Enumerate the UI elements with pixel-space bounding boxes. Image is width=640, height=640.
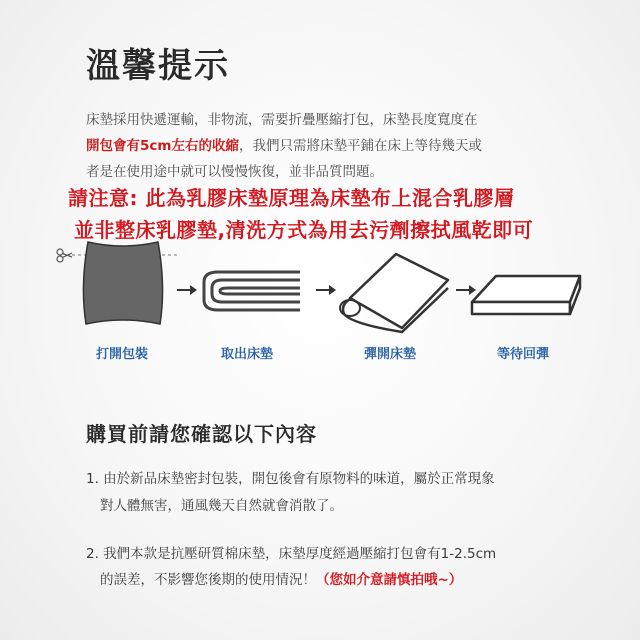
confirm-item-2-text: 的誤差，不影響您後期的使用情況！ <box>100 572 316 588</box>
confirm-item-2-note: （您如介意請慎拍哦~） <box>316 572 463 588</box>
warning-line-2: 並非整床乳膠墊,清洗方式為用去污劑擦拭風乾即可 <box>74 218 534 242</box>
confirm-item-1-line-1: 1. 由於新品床墊密封包裝，開包後會有原物料的味道，屬於正常現象 <box>86 471 495 487</box>
arrow-right-icon <box>316 285 336 295</box>
scissors-icon <box>57 249 72 262</box>
flat-mattress-icon <box>472 276 580 314</box>
arrow-right-icon <box>177 285 197 295</box>
confirm-item-1-line-2: 對人體無害，通風幾天自然就會消散了。 <box>100 498 343 514</box>
step-label-unroll-mattress: 彈開床墊 <box>364 347 417 362</box>
package-icon <box>83 242 162 324</box>
step-label-open-package: 打開包裝 <box>96 347 149 362</box>
confirm-item-2-line-1: 2. 我們本款是抗壓研質棉床墊，床墊厚度經過壓縮打包會有1-2.5cm <box>86 546 497 562</box>
shrink-note: 開包會有5cm左右的收縮 <box>86 138 239 154</box>
intro-line-2-rest: ，我們只需將床墊平鋪在床上等待幾天或 <box>238 138 482 154</box>
arrow-right-icon <box>456 285 476 295</box>
page-title: 溫馨提示 <box>86 46 230 86</box>
unrolling-mattress-icon <box>340 254 448 332</box>
rolled-mattress-icon <box>204 272 300 310</box>
step-label-take-out-mattress: 取出床墊 <box>221 347 274 362</box>
unpacking-steps-illustration <box>0 228 640 348</box>
intro-line-2 <box>86 134 482 154</box>
confirm-item-2-line-2 <box>100 568 462 588</box>
intro-line-3: 者是在使用途中就可以慢慢恢復，並非品質問題。 <box>86 164 383 180</box>
intro-line-1: 床墊採用快遞運輸，非物流，需要折疊壓縮打包，床墊長度寬度在 <box>86 112 478 128</box>
step-label-wait-rebound: 等待回彈 <box>497 347 550 362</box>
warning-line-1: 請注意: 此為乳膠床墊原理為床墊布上混合乳膠層 <box>68 186 515 210</box>
confirm-section-title: 購買前請您確認以下內容 <box>86 422 317 446</box>
